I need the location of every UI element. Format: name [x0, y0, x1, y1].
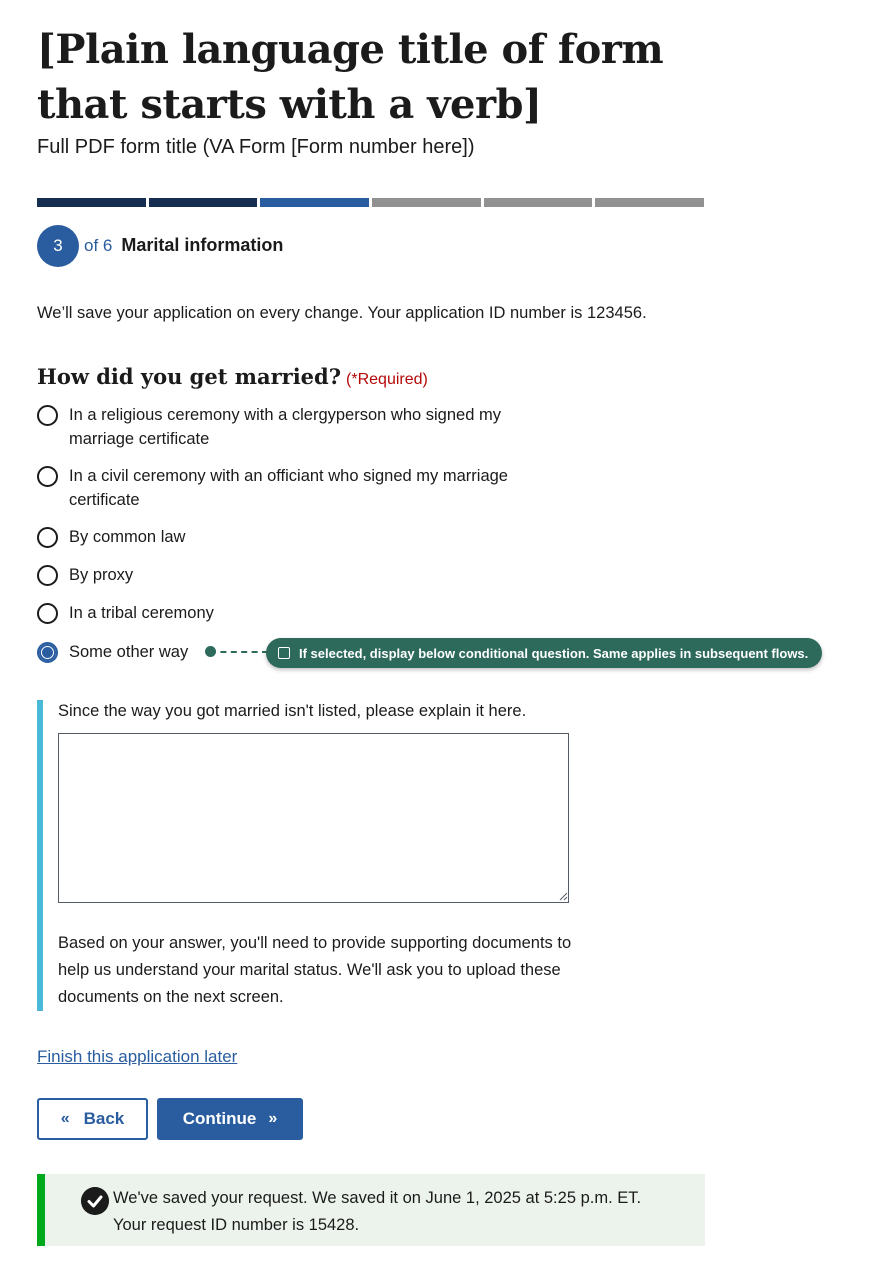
step-total: of 6 [84, 235, 113, 255]
success-alert [37, 1174, 705, 1246]
resize-grip-icon[interactable] [558, 891, 568, 901]
conditional-label: Since the way you got married isn't listed, please explain it here. [58, 702, 527, 720]
conditional-accent-bar [37, 700, 43, 1011]
double-chevron-right-icon: » [268, 1110, 278, 1127]
radio-option-tribal[interactable] [37, 601, 214, 625]
progress-segment-1 [37, 198, 146, 207]
step-title: Marital information [121, 235, 284, 255]
required-indicator: (*Required) [346, 371, 428, 388]
radio-label: In a religious ceremony with a clergyperson who signed my marriage certificate [69, 406, 501, 448]
radio-label: Some other way [69, 643, 189, 661]
question-legend [37, 364, 428, 389]
progress-segment-4 [372, 198, 481, 207]
save-notice: We’ll save your application on every change. Your application ID number is 123456. [37, 304, 647, 322]
radio-label: By proxy [69, 566, 134, 584]
annotation-note [266, 638, 822, 668]
progress-bar [37, 198, 704, 207]
step-indicator [37, 224, 283, 267]
annotation-connector [210, 651, 268, 653]
check-circle-icon [81, 1187, 109, 1215]
step-number: 3 [37, 225, 79, 267]
conditional-info: Based on your answer, you'll need to provide supporting documents to help us understand your marital status. We'll ask you to upload these documents on the next screen. [58, 934, 572, 1006]
radio-button[interactable] [37, 405, 58, 426]
form-subtitle: Full PDF form title (VA Form [Form number here]) [37, 136, 475, 158]
progress-segment-6 [595, 198, 704, 207]
alert-line-2: Your request ID number is 15428. [113, 1216, 360, 1234]
progress-segment-2 [149, 198, 258, 207]
radio-button[interactable] [37, 527, 58, 548]
radio-option-other[interactable] [37, 640, 188, 664]
alert-line-1: We've saved your request. We saved it on June 1, 2025 at 5:25 p.m. ET. [113, 1189, 642, 1207]
progress-segment-5 [484, 198, 593, 207]
radio-label: In a civil ceremony with an officiant who signed my marriage certificate [69, 467, 508, 509]
continue-button[interactable] [157, 1098, 303, 1140]
annotation-text: If selected, display below conditional question. Same applies in subsequent flows. [299, 645, 809, 661]
radio-button[interactable] [37, 565, 58, 586]
radio-button-selected[interactable] [37, 642, 58, 663]
radio-label: By common law [69, 528, 186, 546]
radio-option-civil[interactable] [37, 464, 517, 512]
continue-label: Continue [182, 1109, 257, 1128]
radio-option-proxy[interactable] [37, 563, 133, 587]
radio-button[interactable] [37, 466, 58, 487]
back-button[interactable] [37, 1098, 148, 1140]
alert-message [113, 1185, 641, 1239]
double-chevron-left-icon: « [60, 1110, 70, 1127]
progress-segment-3 [260, 198, 369, 207]
finish-later-link[interactable]: Finish this application later [37, 1047, 238, 1066]
note-icon [278, 647, 290, 659]
back-label: Back [83, 1109, 125, 1128]
radio-option-religious[interactable] [37, 403, 517, 451]
radio-button[interactable] [37, 603, 58, 624]
page-title: [Plain language title of form that starts with a verb] [37, 26, 664, 128]
question-label: How did you get married? [37, 364, 342, 389]
radio-option-common-law[interactable] [37, 525, 185, 549]
annotation-anchor-dot [205, 646, 216, 657]
explanation-textarea[interactable] [58, 733, 569, 903]
radio-label: In a tribal ceremony [69, 604, 214, 622]
